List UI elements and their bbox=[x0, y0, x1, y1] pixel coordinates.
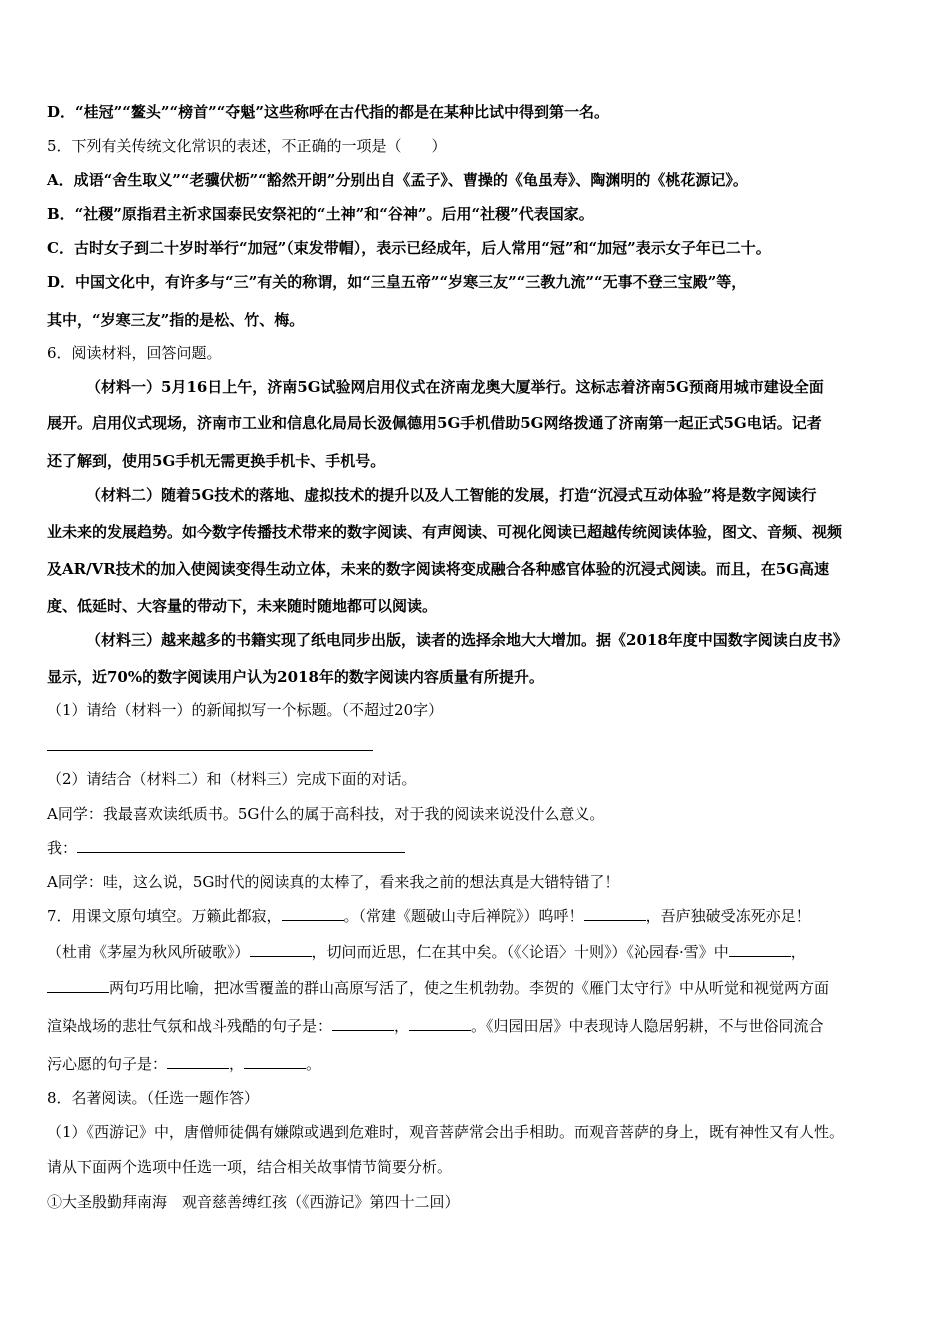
q8-stem: 8．名著阅读。（任选一题作答） bbox=[47, 1089, 260, 1107]
q8-option-1: ①大圣殷勤拜南海 观音慈善缚红孩（《西游记》第四十二回） bbox=[47, 1193, 460, 1211]
q7-blank-4[interactable] bbox=[729, 942, 791, 957]
q7-blank-6[interactable] bbox=[332, 1016, 394, 1031]
material2-line3: 及AR/VR技术的加入使阅读变得生动立体，未来的数字阅读将变成融合各种感官体验的沉浸式阅读。而且，在5G高速 bbox=[47, 560, 829, 578]
q7-blank-3[interactable] bbox=[250, 942, 312, 957]
q5-option-c: C．古时女子到二十岁时举行“加冠”（束发带帽），表示已经成年，后人常用“冠”和“加冠”表示女子年已二十。 bbox=[47, 239, 771, 257]
q7-blank-7[interactable] bbox=[409, 1016, 471, 1031]
q7-blank-1[interactable] bbox=[282, 906, 344, 921]
q7-blank-2[interactable] bbox=[584, 906, 646, 921]
q7-text-c: ，吾庐独破受冻死亦足！ bbox=[645, 907, 811, 925]
q6-part1-answer-line[interactable] bbox=[47, 750, 373, 751]
q7-text-h: 渲染战场的悲壮气氛和战斗残酷的句子是： bbox=[47, 1017, 333, 1035]
q4-option-d: D．“桂冠”“鳌头”“榜首”“夺魁”这些称呼在古代指的都是在某种比试中得到第一名。 bbox=[47, 103, 610, 121]
q5-stem: 5．下列有关传统文化常识的表述，不正确的一项是（ ） bbox=[47, 137, 447, 155]
q7-line3 bbox=[47, 978, 829, 998]
q5-option-b: B．“社稷”原指君主祈求国泰民安祭祀的“土神”和“谷神”。后用“社稷”代表国家。 bbox=[47, 205, 594, 223]
q7-blank-5[interactable] bbox=[47, 978, 109, 993]
dialog-me bbox=[47, 838, 405, 858]
q7-blank-9[interactable] bbox=[244, 1054, 306, 1069]
q7-line5 bbox=[47, 1054, 321, 1074]
q5-option-a: A．成语“舍生取义”“老骥伏枥”“豁然开朗”分别出自《孟子》、曹操的《龟虽寿》、陶渊明的《桃花源记》。 bbox=[47, 171, 748, 189]
material2-line2: 业未来的发展趋势。如今数字传播技术带来的数字阅读、有声阅读、可视化阅读已超越传统阅读体验，图文、音频、视频 bbox=[47, 523, 843, 541]
q8-part1-line2: 请从下面两个选项中任选一项，结合相关故事情节简要分析。 bbox=[47, 1158, 453, 1176]
q7-text-g: 两句巧用比喻，把冰雪覆盖的群山高原写活了，使之生机勃勃。李贺的《雁门太守行》中从听觉和视觉两方面 bbox=[109, 979, 830, 997]
material2-line4: 度、低延时、大容量的带动下，未来随时随地都可以阅读。 bbox=[47, 597, 438, 615]
q5-option-d-line2: 其中，“岁寒三友”指的是松、竹、梅。 bbox=[47, 311, 305, 329]
material3-line2: 显示，近70%的数字阅读用户认为2018年的数字阅读内容质量有所提升。 bbox=[47, 668, 544, 686]
q7-line4 bbox=[47, 1016, 824, 1036]
dialog-student-a-2: A同学：哇，这么说，5G时代的阅读真的太棒了，看来我之前的想法真是大错特错了！ bbox=[47, 873, 620, 891]
dialog-student-a-1: A同学：我最喜欢读纸质书。5G什么的属于高科技，对于我的阅读来说没什么意义。 bbox=[47, 805, 605, 823]
q7-text-e: ，切问而近思，仁在其中矣。（《〈论语〉十则》）《沁园春·雪》中 bbox=[311, 943, 729, 961]
q7-text-b: 。（常建《题破山寺后禅院》）呜呼！ bbox=[343, 907, 584, 925]
q7-line1 bbox=[47, 906, 811, 926]
q7-text-j: 。《归园田居》中表现诗人隐居躬耕，不与世俗同流合 bbox=[471, 1017, 824, 1035]
q7-text-a: 7．用课文原句填空。万籁此都寂， bbox=[47, 907, 282, 925]
q7-blank-8[interactable] bbox=[167, 1054, 229, 1069]
material1-line2: 展开。启用仪式现场，济南市工业和信息化局局长汲佩德用5G手机借助5G网络拨通了济南第一起正式5G电话。记者 bbox=[47, 414, 822, 432]
material2-line1: （材料二）随着5G技术的落地、虚拟技术的提升以及人工智能的发展，打造“沉浸式互动体验”将是数字阅读行 bbox=[86, 486, 817, 504]
q6-stem: 6．阅读材料，回答问题。 bbox=[47, 344, 222, 362]
dialog-me-label: 我： bbox=[47, 839, 78, 857]
q7-text-i: ， bbox=[394, 1017, 410, 1035]
q7-text-l: ， bbox=[229, 1055, 245, 1073]
material1-line1: （材料一）5月16日上午，济南5G试验网启用仪式在济南龙奥大厦举行。这标志着济南5G预商用城市建设全面 bbox=[86, 378, 824, 396]
q7-text-f: ， bbox=[790, 943, 806, 961]
q7-line2 bbox=[47, 942, 806, 962]
material3-line1: （材料三）越来越多的书籍实现了纸电同步出版，读者的选择余地大大增加。据《2018年度中国数字阅读白皮书》 bbox=[86, 631, 848, 649]
q8-part1-line1: （1）《西游记》中，唐僧师徒偶有嫌隙或遇到危难时，观音菩萨常会出手相助。而观音菩萨的身上，既有神性又有人性。 bbox=[47, 1123, 845, 1141]
q6-part1: （1）请给（材料一）的新闻拟写一个标题。（不超过20字） bbox=[47, 701, 444, 719]
q6-part2: （2）请结合（材料二）和（材料三）完成下面的对话。 bbox=[47, 770, 417, 788]
q7-text-m: 。 bbox=[306, 1055, 322, 1073]
dialog-me-answer-blank[interactable] bbox=[77, 838, 405, 853]
material1-line3: 还了解到，使用5G手机无需更换手机卡、手机号。 bbox=[47, 452, 386, 470]
q7-text-k: 污心愿的句子是： bbox=[47, 1055, 168, 1073]
q7-text-d: （杜甫《茅屋为秋风所破歌》） bbox=[47, 943, 250, 961]
q5-option-d-line1: D．中国文化中，有许多与“三”有关的称谓，如“三皇五帝”“岁寒三友”“三教九流”“无事不登三宝殿”等， bbox=[47, 273, 747, 291]
